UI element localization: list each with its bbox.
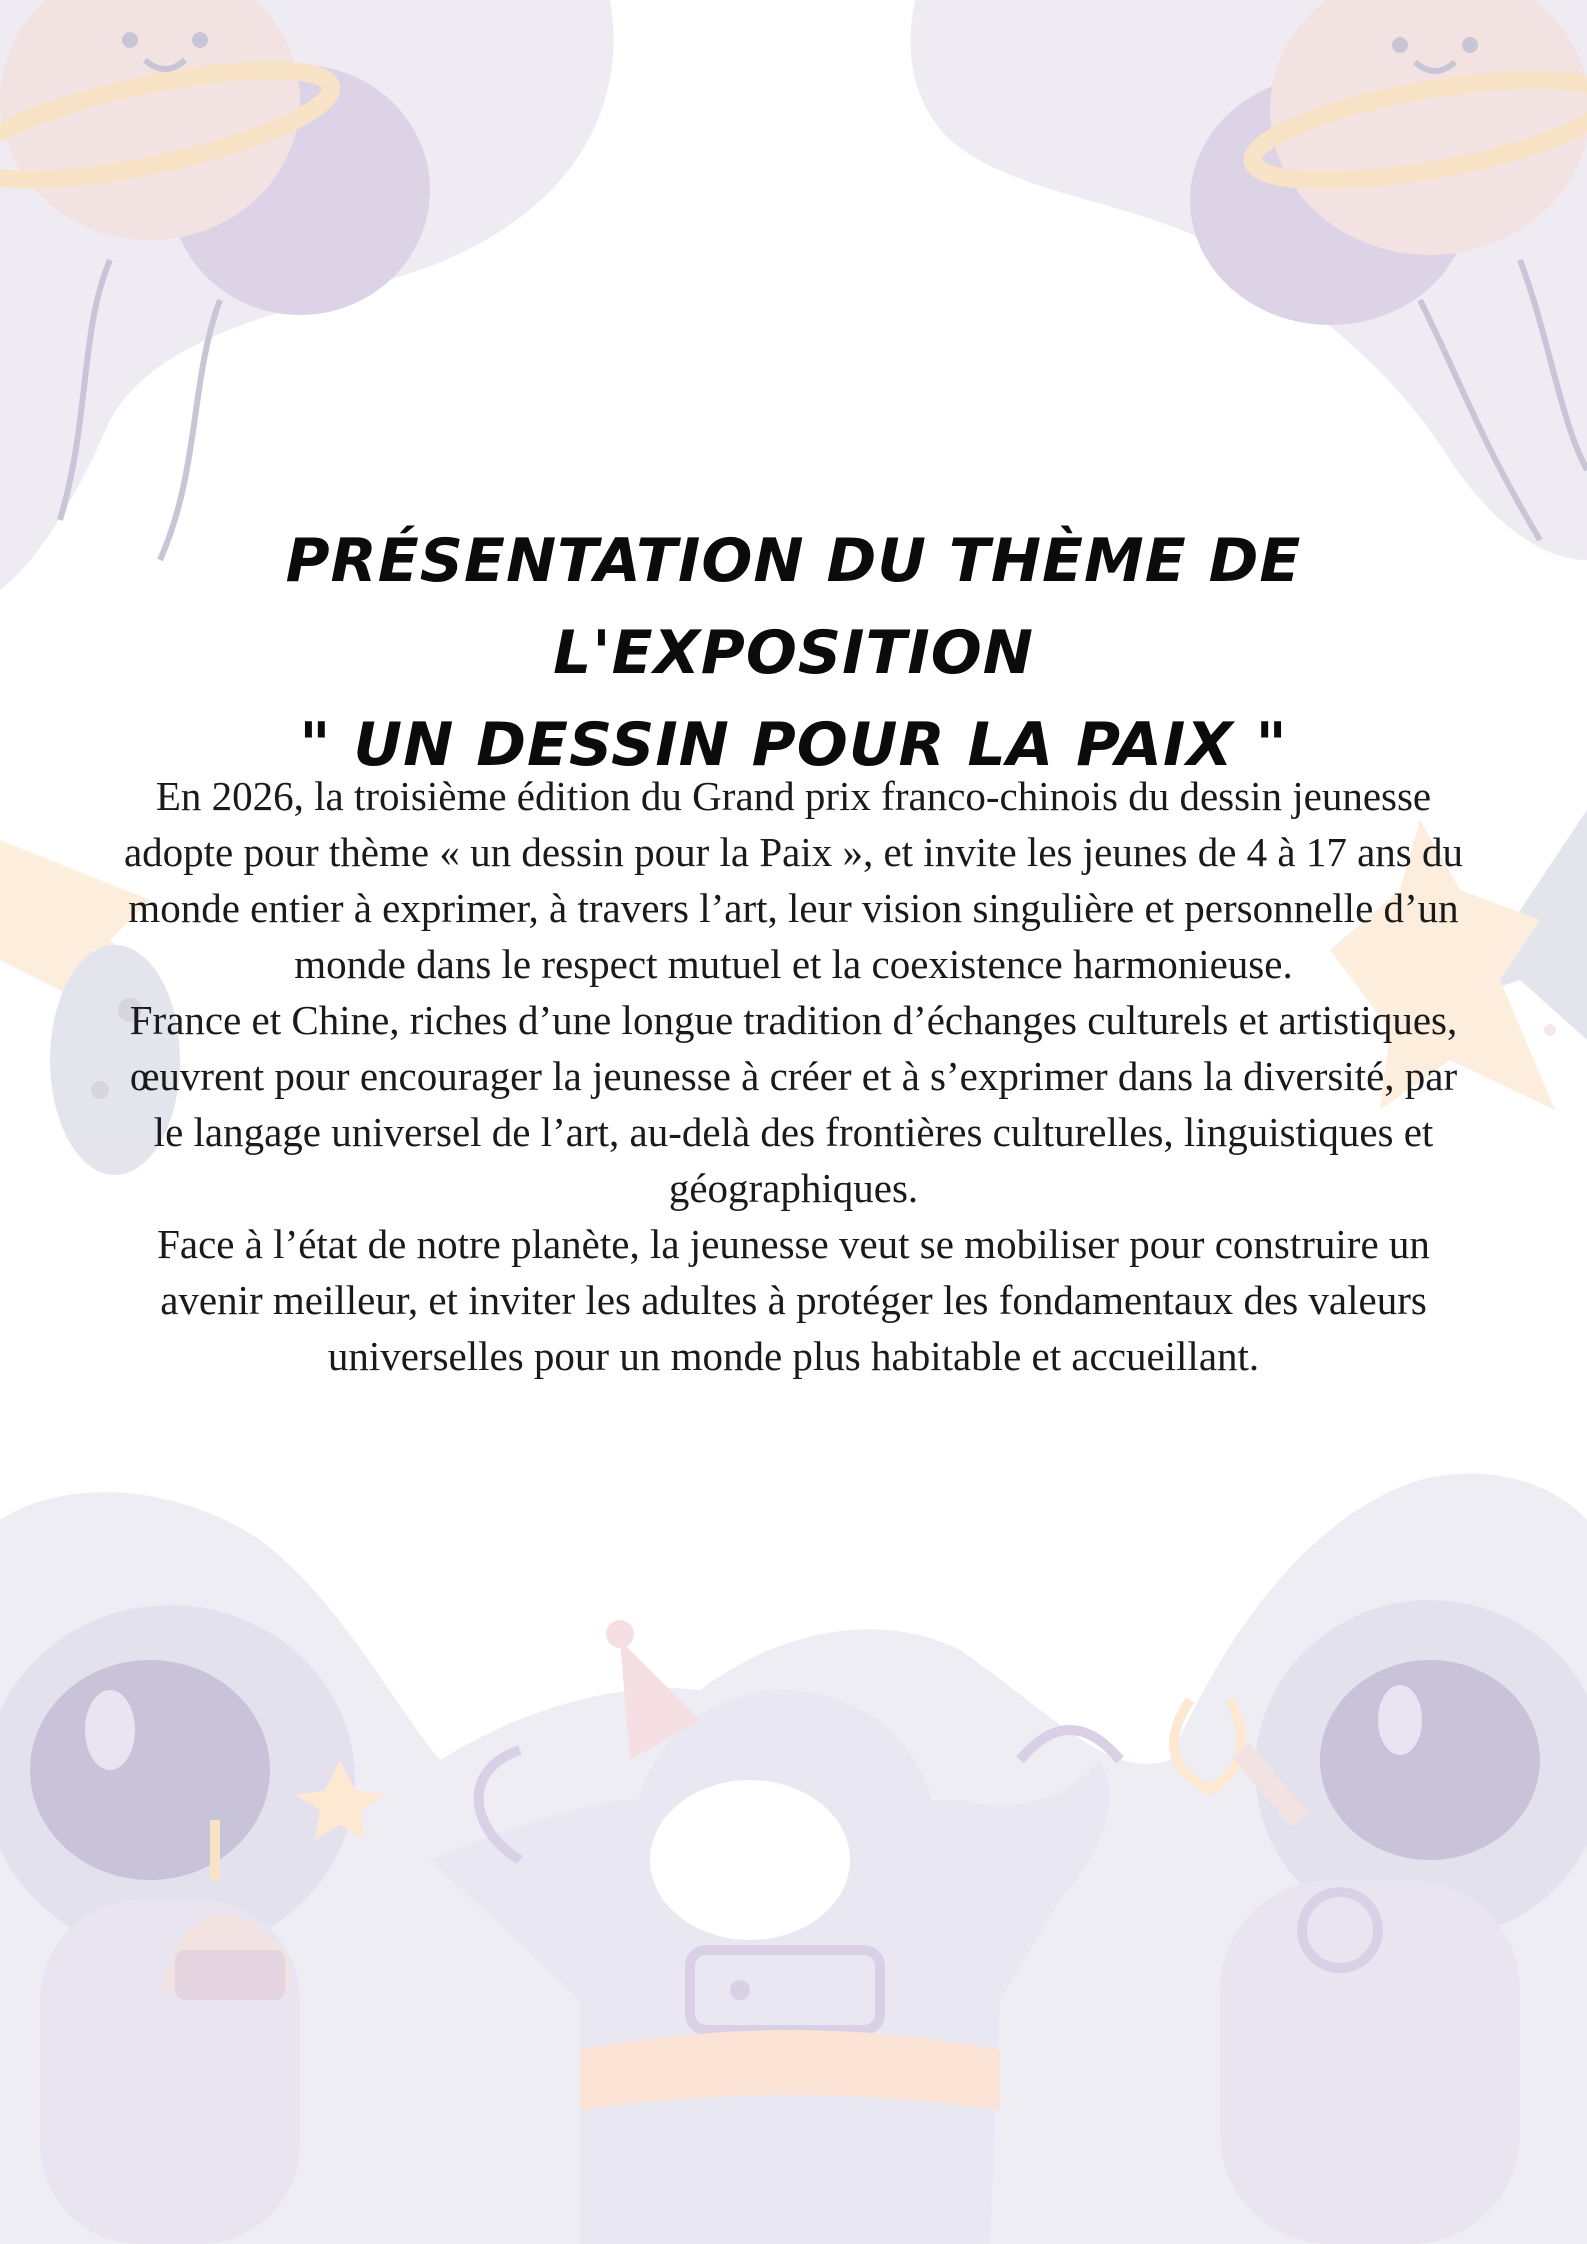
planet-balloon-icon — [0, 0, 613, 590]
title-line-2: " UN DESSIN POUR LA PAIX " — [299, 710, 1288, 780]
title-line-1: PRÉSENTATION DU THÈME DE L'EXPOSITION — [285, 526, 1302, 688]
paragraph-3: Face à l’état de notre planète, la jeunesse veut se mobiliser pour construire un avenir meilleur, et inviter les adultes à protéger les fondamentaux des valeurs universelles pour un monde plus habitable et accueillant. — [157, 1221, 1430, 1379]
presentation-text — [120, 768, 1467, 1384]
page-title — [100, 515, 1487, 791]
planet-balloon-icon-right — [911, 0, 1587, 560]
paragraph-2: France et Chine, riches d’une longue tradition d’échanges culturels et artistiques, œuvrent pour encourager la jeunesse à créer et à s’exprimer dans la diversité, par le langage universel de l’art, au-delà des frontières culturelles, linguistiques et géographiques. — [129, 997, 1458, 1211]
paragraph-1: En 2026, la troisième édition du Grand prix franco-chinois du dessin jeunesse adopte pour thème « un dessin pour la Paix », et invite les jeunes de 4 à 17 ans du monde entier à exprimer, à travers l’art, leur vision singulière et personnelle d’un monde dans le respect mutuel et la coexistence harmonieuse. — [123, 773, 1464, 987]
